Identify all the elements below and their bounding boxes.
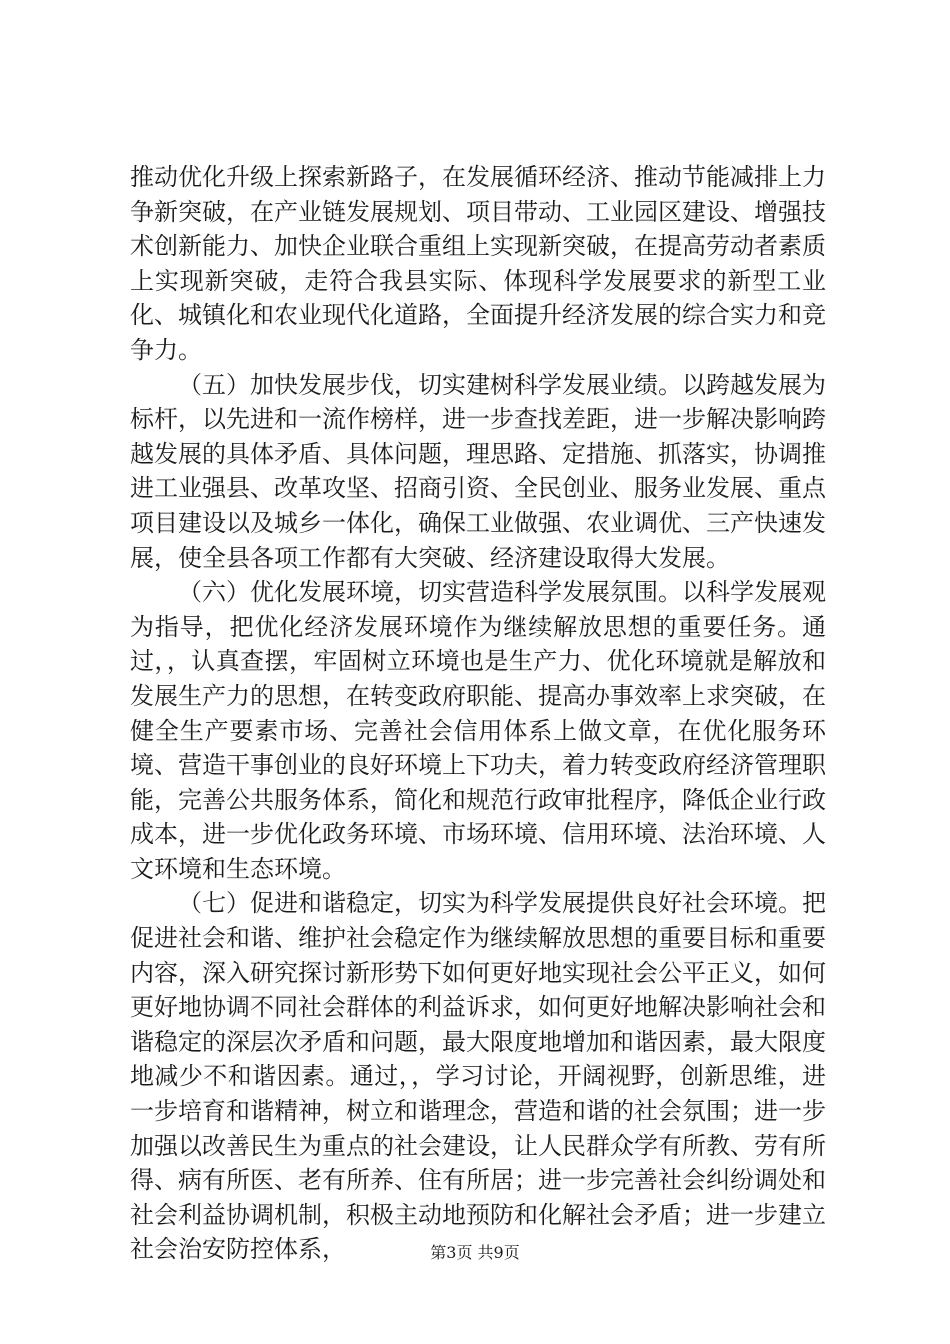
paragraph-section-7: （七）促进和谐稳定，切实为科学发展提供良好社会环境。把促进社会和谐、维护社会稳定作为继续解放思想的重要目标和重要内容，深入研究探讨新形势下如何更好地实现社会公平正义，如何更好地协调不同社会群体的利益诉求，如何更好地解决影响社会和谐稳定的深层次矛盾和问题，最大限度地增加和谐因素，最大限度地减少不和谐因素。通过，，学习讨论，开阔视野，创新思维，进一步培育和谐精神，树立和谐理念，营造和谐的社会氛围；进一步加强以改善民生为重点的社会建设，让人民群众学有所教、劳有所得、病有所医、老有所养、住有所居；进一步完善社会纠纷调处和社会利益协调机制，积极主动地预防和化解社会矛盾；进一步建立社会治安防控体系， xyxy=(130,889,826,1264)
paragraph-section-6: （六）优化发展环境，切实营造科学发展氛围。以科学发展观为指导，把优化经济发展环境作为继续解放思想的重要任务。通过，，认真查摆，牢固树立环境也是生产力、优化环境就是解放和发展生产力的思想，在转变政府职能、提高办事效率上求突破，在健全生产要素市场、完善社会信用体系上做文章，在优化服务环境、营造干事创业的良好环境上下功夫，着力转变政府经济管理职能，完善公共服务体系，简化和规范行政审批程序，降低企业行政成本，进一步优化政务环境、市场环境、信用环境、法治环境、人文环境和生态环境。 xyxy=(130,578,826,883)
document-body xyxy=(130,160,826,1267)
paragraph-continued: 推动优化升级上探索新路子，在发展循环经济、推动节能减排上力争新突破，在产业链发展规划、项目带动、工业园区建设、增强技术创新能力、加快企业联合重组上实现新突破，在提高劳动者素质上实现新突破，走符合我县实际、体现科学发展要求的新型工业化、城镇化和农业现代化道路，全面提升经济发展的综合实力和竞争力。 xyxy=(130,163,826,364)
paragraph-section-5: （五）加快发展步伐，切实建树科学发展业绩。以跨越发展为标杆，以先进和一流作榜样，进一步查找差距，进一步解决影响跨越发展的具体矛盾、具体问题，理思路、定措施、抓落实，协调推进工业强县、改革攻坚、招商引资、全民创业、服务业发展、重点项目建设以及城乡一体化，确保工业做强、农业调优、三产快速发展，使全县各项工作都有大突破、经济建设取得大发展。 xyxy=(130,370,826,572)
page-number-footer: 第3页 共9页 xyxy=(430,1243,520,1262)
